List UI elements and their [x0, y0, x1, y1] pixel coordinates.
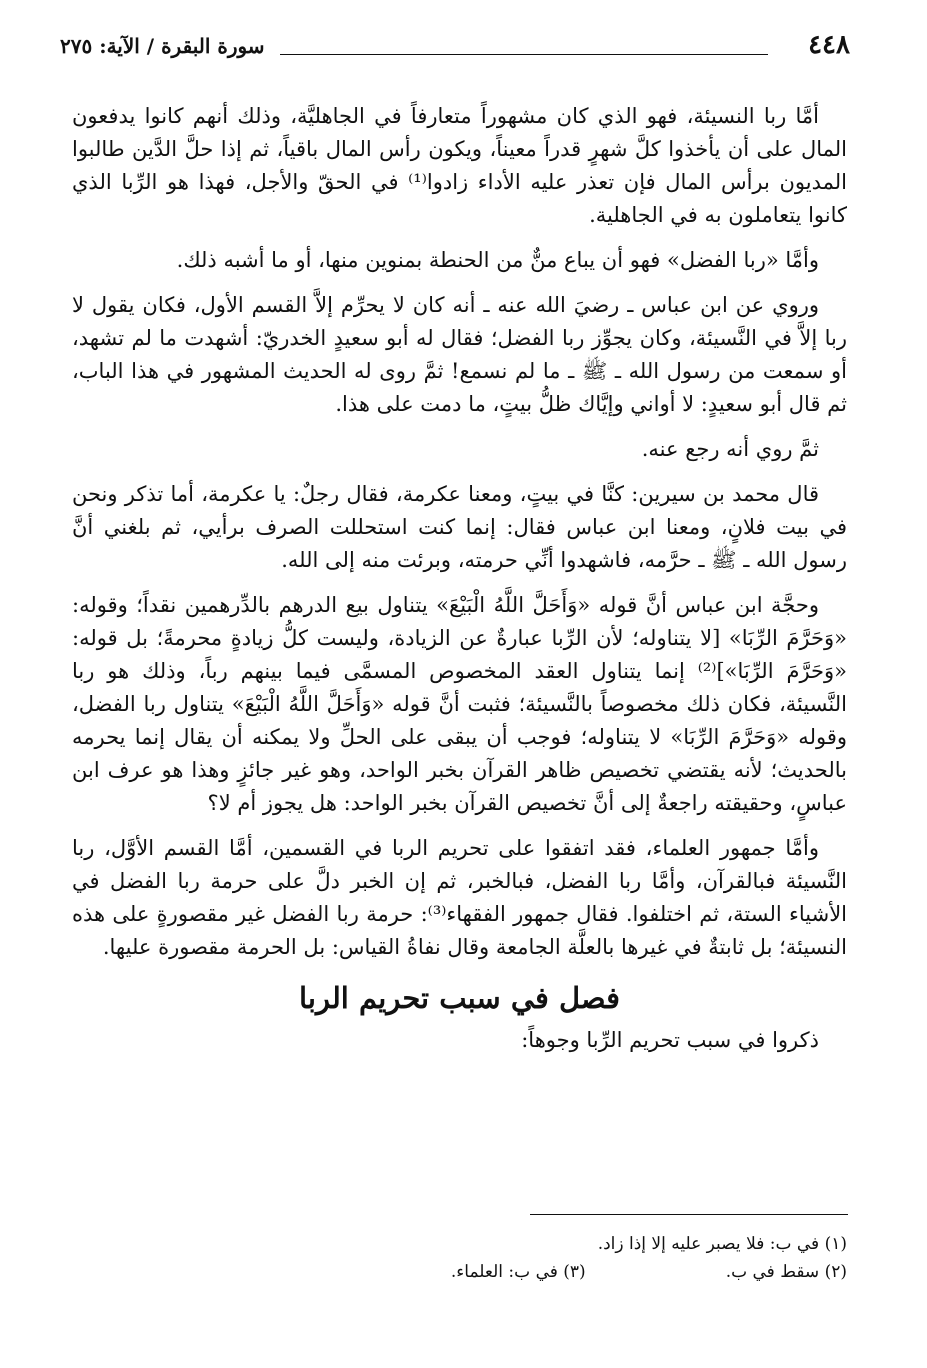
paragraph: وروي عن ابن عباس ـ رضيَ الله عنه ـ أنه كان لا يحرِّم إلاَّ القسم الأول، فكان يقول لا ربا إلاَّ في النَّسيئة، وكان يجوِّز ربا الفضل؛ فقال له أبو سعيدٍ الخدريّ: أشهدت ما لم تشهد، أو سمعت من رسول الله ـ ﷺ ـ ما لم نسمع! ثمَّ روى له الحديث المشهور في هذا الباب، ثم قال أبو سعيدٍ: لا أواني وإيَّاك ظلُّ بيتٍ، ما دمت على هذا. [72, 293, 847, 416]
running-title: سورة البقرة / الآية: ٢٧٥ [60, 34, 265, 58]
footnote-row [72, 1258, 847, 1286]
section-intro: ذكروا في سبب تحريم الرِّبا وجوهاً: [521, 1028, 819, 1052]
page-header [60, 30, 850, 66]
paragraph: وحجَّة ابن عباس أنَّ قوله «وَأَحَلَّ اللَّهُ الْبَيْعَ» يتناول بيع الدرهم بالدِّرهمين نقداً؛ وقوله: «وَحَرَّمَ الرِّبَا» [لا يتناوله؛ لأن الرِّبا عبارةٌ عن الزيادة، وليست كلُّ زيادةٍ محرمةً؛ بل قوله: «وَحَرَّمَ الرِّبَا»]⁽²⁾ إنما يتناول العقد المخصوص المسمَّى فيما بينهم رباً، وذلك هو ربا النَّسيئة، فكان ذلك مخصوصاً بالنَّسيئة؛ فثبت أنَّ قوله «وَأَحَلَّ اللَّهُ الْبَيْعَ» يتناول ربا الفضل، وقوله «وَحَرَّمَ الرِّبَا» لا يتناوله؛ فوجب أن يبقى على الحلِّ ولا يمكنه أن يقال إنما يحرمه بالحديث؛ لأنه يقتضي تخصيص ظاهر القرآن بخبر الواحد، وهو غير جائزٍ وهذا هو عرف ابن عباسٍ، وحقيقته راجعةٌ إلى أنَّ تخصيص القرآن بخبر الواحد: هل يجوز أم لا؟ [72, 593, 848, 815]
footnote-2: (٢) سقط في ب. [725, 1262, 847, 1282]
section-heading: فصل في سبب تحريم الربا [299, 981, 620, 1015]
paragraph: ثمَّ روي أنه رجع عنه. [641, 437, 819, 461]
footnote-separator [530, 1214, 848, 1215]
footnote-row [72, 1230, 847, 1258]
paragraph: وأمَّا «ربا الفضل» فهو أن يباع منٌّ من الحنطة بمنوين منها، أو ما أشبه ذلك. [176, 248, 819, 272]
footnote-1: (١) في ب: فلا يصبر عليه إلا إذا زاد. [597, 1234, 847, 1254]
paragraph: قال محمد بن سيرين: كنَّا في بيتٍ، ومعنا عكرمة، فقال رجلٌ: يا عكرمة، أما تذكر ونحن في بيت فلانٍ، ومعنا ابن عباس فقال: إنما كنت استحللت الصرف برأيي، ثم بلغني أنَّ رسول الله ـ ﷺ ـ حرَّمه، فاشهدوا أنِّي حرمته، وبرئت منه إلى الله. [72, 482, 847, 572]
header-rule [280, 54, 768, 55]
main-text [72, 100, 847, 1069]
paragraph: وأمَّا جمهور العلماء، فقد اتفقوا على تحريم الربا في القسمين، أمَّا القسم الأوَّل، ربا النَّسيئة فبالقرآن، وأمَّا ربا الفضل، فبالخبر، ثم إن الخبر دلَّ على حرمة ربا الفضل في الأشياء الستة، ثم اختلفوا. فقال جمهور الفقهاء⁽³⁾: حرمة ربا الفضل غير مقصورةٍ على هذه النسيئة؛ بل ثابتةٌ في غيرها بالعلَّة الجامعة وقال نفاةُ القياس: بل الحرمة مقصورة عليها. [72, 836, 848, 959]
footnote-3: (٣) في ب: العلماء. [450, 1262, 586, 1282]
footnotes [72, 1230, 847, 1286]
page-number: ٤٤٨ [808, 30, 850, 60]
paragraph: أمَّا ربا النسيئة، فهو الذي كان مشهوراً متعارفاً في الجاهليَّة، وذلك أنهم كانوا يدفعون المال على أن يأخذوا كلَّ شهرٍ قدراً معيناً، ويكون رأس المال باقياً، ثم إذا حلَّ الدَّين طالبوا المديون برأس المال فإن تعذر عليه الأداء زادوا⁽¹⁾ في الحقّ والأجل، فهذا هو الرِّبا الذي كانوا يتعاملون به في الجاهلية. [72, 104, 847, 227]
